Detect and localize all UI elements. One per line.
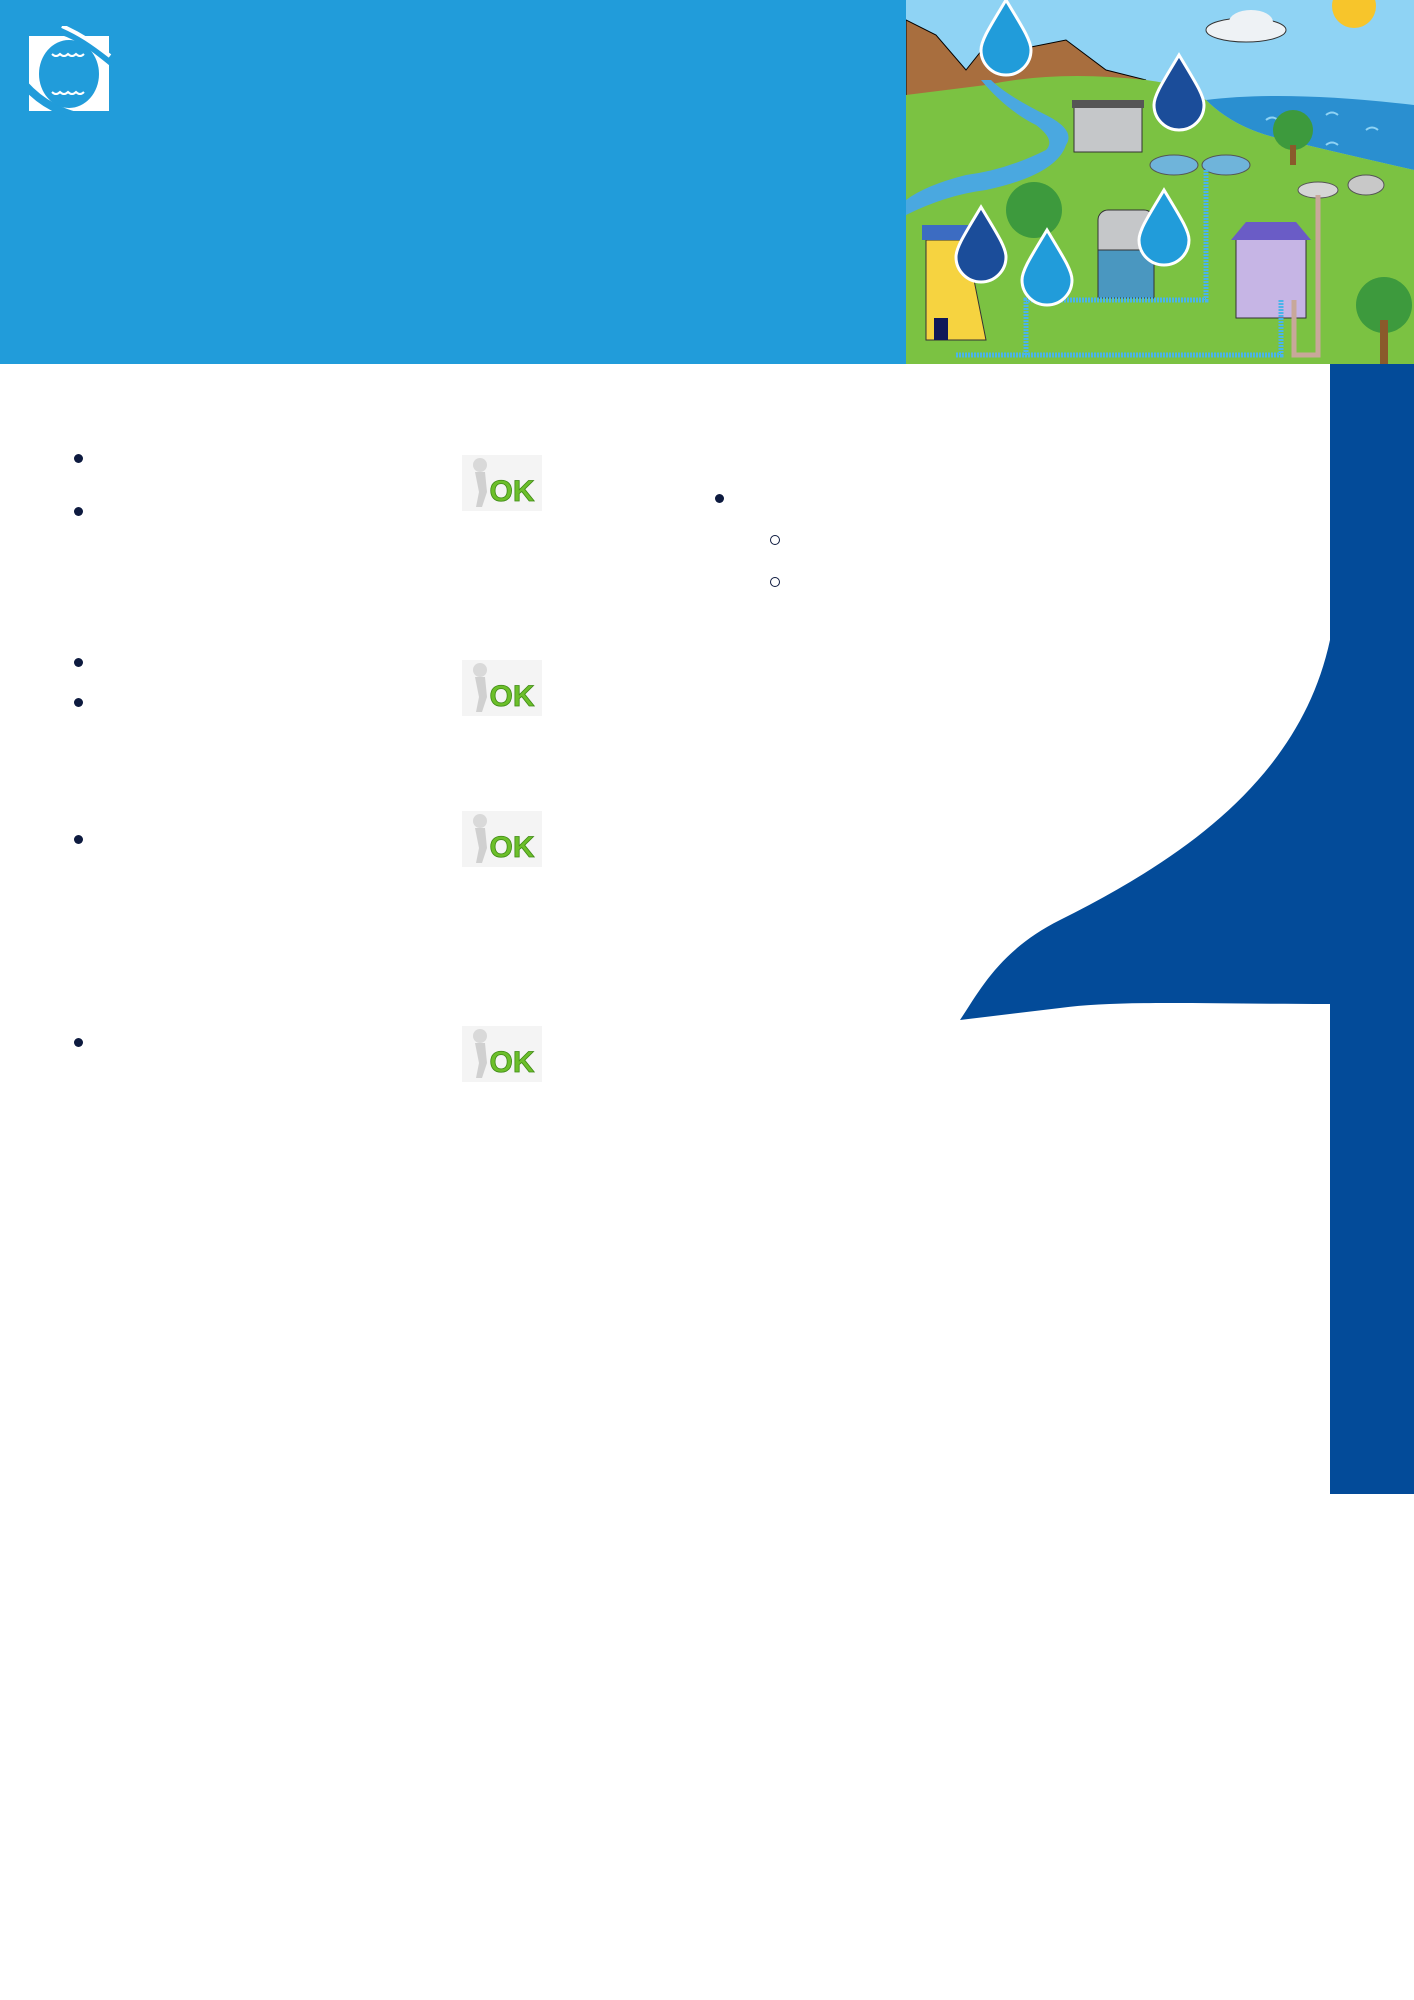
water-cycle-illustration <box>906 0 1414 364</box>
decorative-band <box>1330 364 1414 1494</box>
riviere-blanche-item <box>74 650 103 679</box>
bullet-icon <box>74 507 83 516</box>
directoire-item <box>74 690 103 719</box>
reservoirs-item <box>74 1030 103 1059</box>
bullet-icon <box>74 1038 83 1047</box>
interventions-branchements <box>770 526 803 557</box>
bullet-icon <box>74 454 83 463</box>
bullet-icon <box>74 698 83 707</box>
bullet-icon <box>74 835 83 844</box>
svg-text:OK: OK <box>489 680 535 713</box>
header-banner <box>0 0 1414 364</box>
svg-text:OK: OK <box>489 831 535 864</box>
bullet-icon <box>74 658 83 667</box>
quantity-item <box>74 446 116 475</box>
interventions-total <box>715 484 736 515</box>
ok-status-icon <box>462 1026 542 1082</box>
svg-text:OK: OK <box>489 1046 535 1079</box>
bullet-icon <box>715 494 724 503</box>
ok-status-icon <box>462 811 542 867</box>
ok-status-icon <box>462 660 542 716</box>
vive-item <box>74 827 103 856</box>
sme-logo-icon <box>22 26 122 121</box>
ok-status-icon <box>462 455 542 511</box>
sub-bullet-icon <box>770 577 780 587</box>
svg-text:OK: OK <box>489 475 535 508</box>
sub-bullet-icon <box>770 535 780 545</box>
page-title <box>0 176 900 230</box>
quality-item <box>74 499 116 528</box>
interventions-canalisations <box>770 568 790 599</box>
